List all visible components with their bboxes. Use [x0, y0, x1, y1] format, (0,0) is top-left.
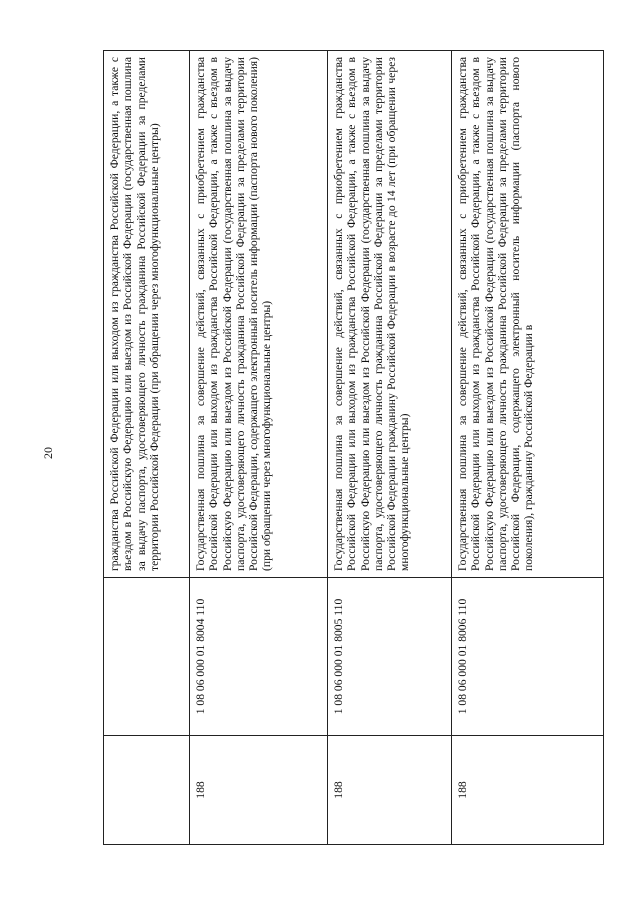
kbk-code-cell	[104, 578, 190, 736]
admin-code-cell: 188	[190, 736, 328, 845]
table-row	[190, 51, 328, 845]
fee-name-cell: Государственная пошлина за совершение действий, связанных с приобретением гражданства Российской Федерации или выходом из гражданства Российской Федерации, а также с въездом в Российскую Федерацию или выездом из Российской Федерации (государственная пошлина за выдачу паспорта, удостоверяющего личность гражданина Российской Федерации за пределами территории Российской Федерации, содержащего электронный носитель информации (паспорта нового поколения), гражданину Российской Федерации в	[452, 51, 604, 578]
table-row	[452, 51, 604, 845]
fee-name-cell: Государственная пошлина за совершение действий, связанных с приобретением гражданства Российской Федерации или выходом из гражданства Российской Федерации, а также с въездом в Российскую Федерацию или выездом из Российской Федерации (государственная пошлина за выдачу паспорта, удостоверяющего личность гражданина Российской Федерации за пределами территории Российской Федерации, содержащего электронный носитель информации (паспорта нового поколения) (при обращении через многофункциональные центры)	[190, 51, 328, 578]
fees-table	[103, 50, 604, 845]
kbk-code-cell: 1 08 06 000 01 8004 110	[190, 578, 328, 736]
fee-name-cell: гражданства Российской Федерации или выходом из гражданства Российской Федерации, а также с въездом в Российскую Федерацию или выездом из Российской Федерации (государственная пошлина за выдачу паспорта, удостоверяющего личность гражданина Российской Федерации за пределами территории Российской Федерации (при обращении через многофункциональные центры)	[104, 51, 190, 578]
kbk-code-cell: 1 08 06 000 01 8006 110	[452, 578, 604, 736]
table-row	[104, 51, 190, 845]
page-number: 20	[41, 447, 55, 459]
kbk-code-cell: 1 08 06 000 01 8005 110	[328, 578, 452, 736]
fee-name-cell: Государственная пошлина за совершение действий, связанных с приобретением гражданства Российской Федерации или выходом из гражданства Российской Федерации, а также с въездом в Российскую Федерацию или выездом из Российской Федерации (государственная пошлина за выдачу паспорта, удостоверяющего личность гражданина Российской Федерации за пределами территории Российской Федерации гражданину Российской Федерации в возрасте до 14 лет (при обращении через многофункциональные центры)	[328, 51, 452, 578]
admin-code-cell	[104, 736, 190, 845]
admin-code-cell: 188	[452, 736, 604, 845]
table-row	[328, 51, 452, 845]
admin-code-cell: 188	[328, 736, 452, 845]
rotated-table-container	[103, 50, 603, 845]
